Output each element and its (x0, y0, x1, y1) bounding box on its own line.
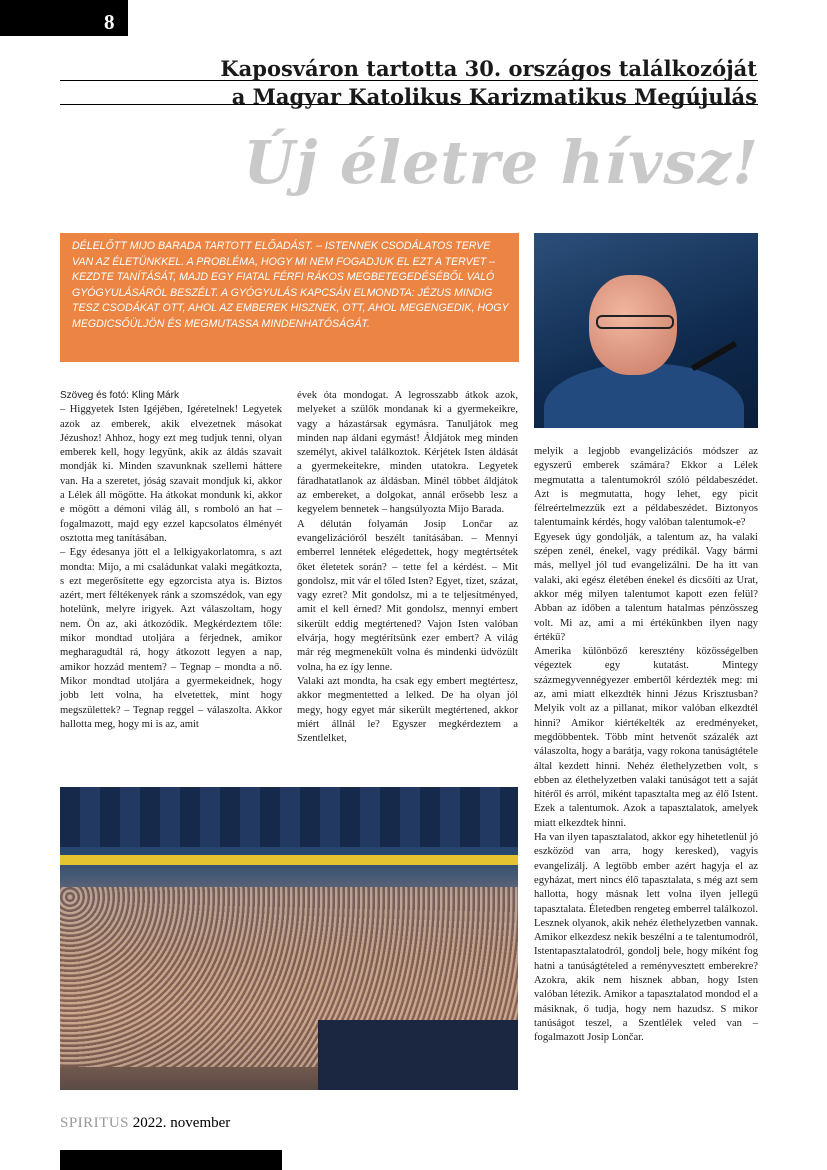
footer-brand (60, 1115, 230, 1132)
footer-date: 2022. november (132, 1115, 231, 1131)
column-3: melyik a legjobb evangelizációs módszer az egyszerű emberek számára? Ekkor a Lélek megmutatta a talentumokról szóló példabeszédet. Azt is megmutatta, hogy lehet, egy picit félreértelmezzük ezt a példabeszédet. Biztonyos talentumaink kérdés, hogy valóban talentumok-e? Egyesek úgy gondolják, a talentum az, ha valaki szépen zenél, énekel, vagy prédikál. Vagy bármi más, mellyel jól tud evangelizálni. De ha itt van valaki, aki egész életében énekel és dicsőíti az Urat, akkor még milyen talentumot kapott ezen felül? Abban az időben a talentum hatalmas pénzösszeg volt. Mi az, ami a mi értékünkben ilyen nagy értékű? Amerika különböző keresztény közösségelben végeztek egy kutatást. Mintegy százmegyvennégyezer embertől kérdezték meg: mi az, ami miatt elkezdték hinni Jézus Krisztusban? Melyik volt az a pillanat, mikor valóban elkezdtél hinni? Amikor kiértékelték az eredményeket, megdöbbentek. Több mint hetvenöt százalék azt válaszolta, hogy a barátja, vagy rokona tanúságtétele által kezdett hinni. Nehéz élethelyzetben volt, s ebben az élethelyzetben valaki tanúságot tett a saját hitéről és arról, miként tapasztalta meg az élő Istent. Ezek a talentumok. Azok a tapasztalatok, amelyek miatt elkezdtek hinni. Ha van ilyen tapasztalatod, akkor egy hihetetlenül jó eszközöd van arra, hogy keresked), vagyis evangelizálj. A legtöbb ember azért hagyja el az egyházat, mert nincs élő tapasztalata, s még azt sem hallotta, hogy másnak lett volna ilyen jellegű tapasztalata. Életedben rengeteg emberrel találkozol. Lesznek olyanok, akik nehéz élethelyzetben vannak. Amikor elkezdesz nekik beszélni a te talentumodról, Istentapasztalatodról, gondolj bele, hogy miként fog hatni a tanúságtételed a reményvesztett emberekre? Azokra, akik nem hisznek abban, hogy Isten valóban létezik. Amikor a tapasztalatod mondod el a másiknak, ő tudja, hogy nem hazudsz. S mikor tanúságot teszel, a Szentlélek veled van – fogalmazott Josip Lončar. (534, 446, 758, 1044)
glasses-shape (596, 315, 674, 329)
arena-stage (318, 1020, 518, 1090)
byline: Szöveg és fotó: Kling Márk (60, 390, 179, 401)
article-title: Új életre hívsz! (243, 128, 759, 197)
footer-bar (60, 1150, 282, 1170)
column-1-text: – Higgyetek Isten Igéjében, Igéretelnek! Legyetek azok az emberek, akik elvezetnek másokat Jézushoz! Ahhoz, hogy ezt meg tudjuk tenni, olyan emberek kell, hogy legyünk, akik az áldás szavait mondják ki. Minden szavunknak szellemi háttere van. Ha a szeretet, jóság szavait mondjuk ki, akkor a Lélek áll mögötte. Ha átkokat mondunk ki, akkor e mögött a démoni világ áll, s romboló an hat – fogalmazott, majd egy ezzel kapcsolatos élményét osztotta meg tanításában. – Egy édesanya jött el a lelkigyakorlatomra, s azt mondta: Mijo, a mi családunkat valaki megátkozta, s ezt megerősítette egy egzorcista atya is. Biztos azért, mert féltékenyek ránk a szomszédok, van egy hotelünk, melyre irigyek. Azt válaszoltam, hogy nem. Ön az, aki átkozódik. Megkérdeztem tőle: mikor mondtad utoljára a férjednek, amikor megharagudtál rá, hogy átkozott legyen a nap, amikor hozzád mentem? – Tegnap – mondta a nő. Mikor mondtad utoljára a gyermekeidnek, hogy jobb lett volna, ha elvetettek, mint hogy megszülettek? – Tegnap reggel – válaszolta. Akkor hallotta meg, hogy mi is az, amit (60, 404, 282, 730)
arena-yellow-band (60, 855, 518, 865)
kicker-line-2: a Magyar Katolikus Karizmatikus Megújulás (231, 84, 757, 109)
lead-box: DÉLELŐTT MIJO BARADA TARTOTT ELŐADÁST. – ISTENNEK CSODÁLATOS TERVE VAN AZ ÉLETÜNKKEL. A PROBLÉMA, HOGY MI NEM FOGADJUK EL EZT A TERVET – KEZDTE TANÍTÁSÁT, MAJD EGY FIATAL FÉRFI RÁKOS MEGBETEGEDÉSÉBŐL VALÓ GYÓGYULÁSÁRÓL BESZÉLT. A GYÓGYULÁS KAPCSÁN ELMONDTA: JÉZUS MINDIG TESZ CSODÁKAT OTT, AHOL AZ EMBEREK HISZNEK, OTT, AHOL MEGENGEDIK, HOGY MEGDICSŐÜLJÖN ÉS MEGMUTASSA MINDENHATÓSÁGÁT. (60, 233, 519, 362)
footer-magazine: SPIRITUS (60, 1115, 130, 1131)
arena-photo (60, 787, 518, 1090)
speaker-photo (534, 233, 758, 428)
page-number: 8 (104, 10, 115, 34)
column-2: évek óta mondogat. A legrosszabb átkok azok, melyeket a szülők mondanak ki a gyermekeikre, vagy a házastársak egymásra. Tanuljátok meg minden nap áldani egymást! Áldjátok meg minden személyt, akivel találkoztok. Kérjétek Isten áldását a gyermekeitekre, minden utatokra. Legyetek fáradhatatlanok az áldásban. Minél többet áldjátok az embereket, a dolgokat, annál erősebb lesz a kegyelem bennetek – hangsúlyozta Mijo Barada. A délután folyamán Josip Lončar az evangelizációról beszélt tanításában. – Mennyi emberrel lennétek elégedettek, hogy megtértsétek őket életetek során? – tette fel a kérdést. – Mit gondolsz, mit vár el tőled Isten? Egyet, tízet, százat, vagy ezret? Mit gondolsz, mi a te teljesítményed, amit el kell érned? Mit gondolsz, mennyi embert sikerült eddig megtértened? Vajon Isten valóban elvárja, hogy megtérítsünk ezer embert? A világ már rég megmenekült volna és mindenki üdvözült volna, ha ez így lenne. Valaki azt mondta, ha csak egy embert megtértesz, akkor megmentetted a lelked. De ha olyan jól megy, hogy egyet már sikerült megtértened, akkor miért állnál le? Egyszer megkérdeztem a Szentlelket, (297, 390, 518, 745)
arena-ceiling (60, 787, 518, 847)
kicker-line-1: Kaposváron tartotta 30. országos találkozóját (220, 56, 757, 81)
column-1 (60, 389, 282, 732)
microphone-shape (691, 341, 737, 371)
